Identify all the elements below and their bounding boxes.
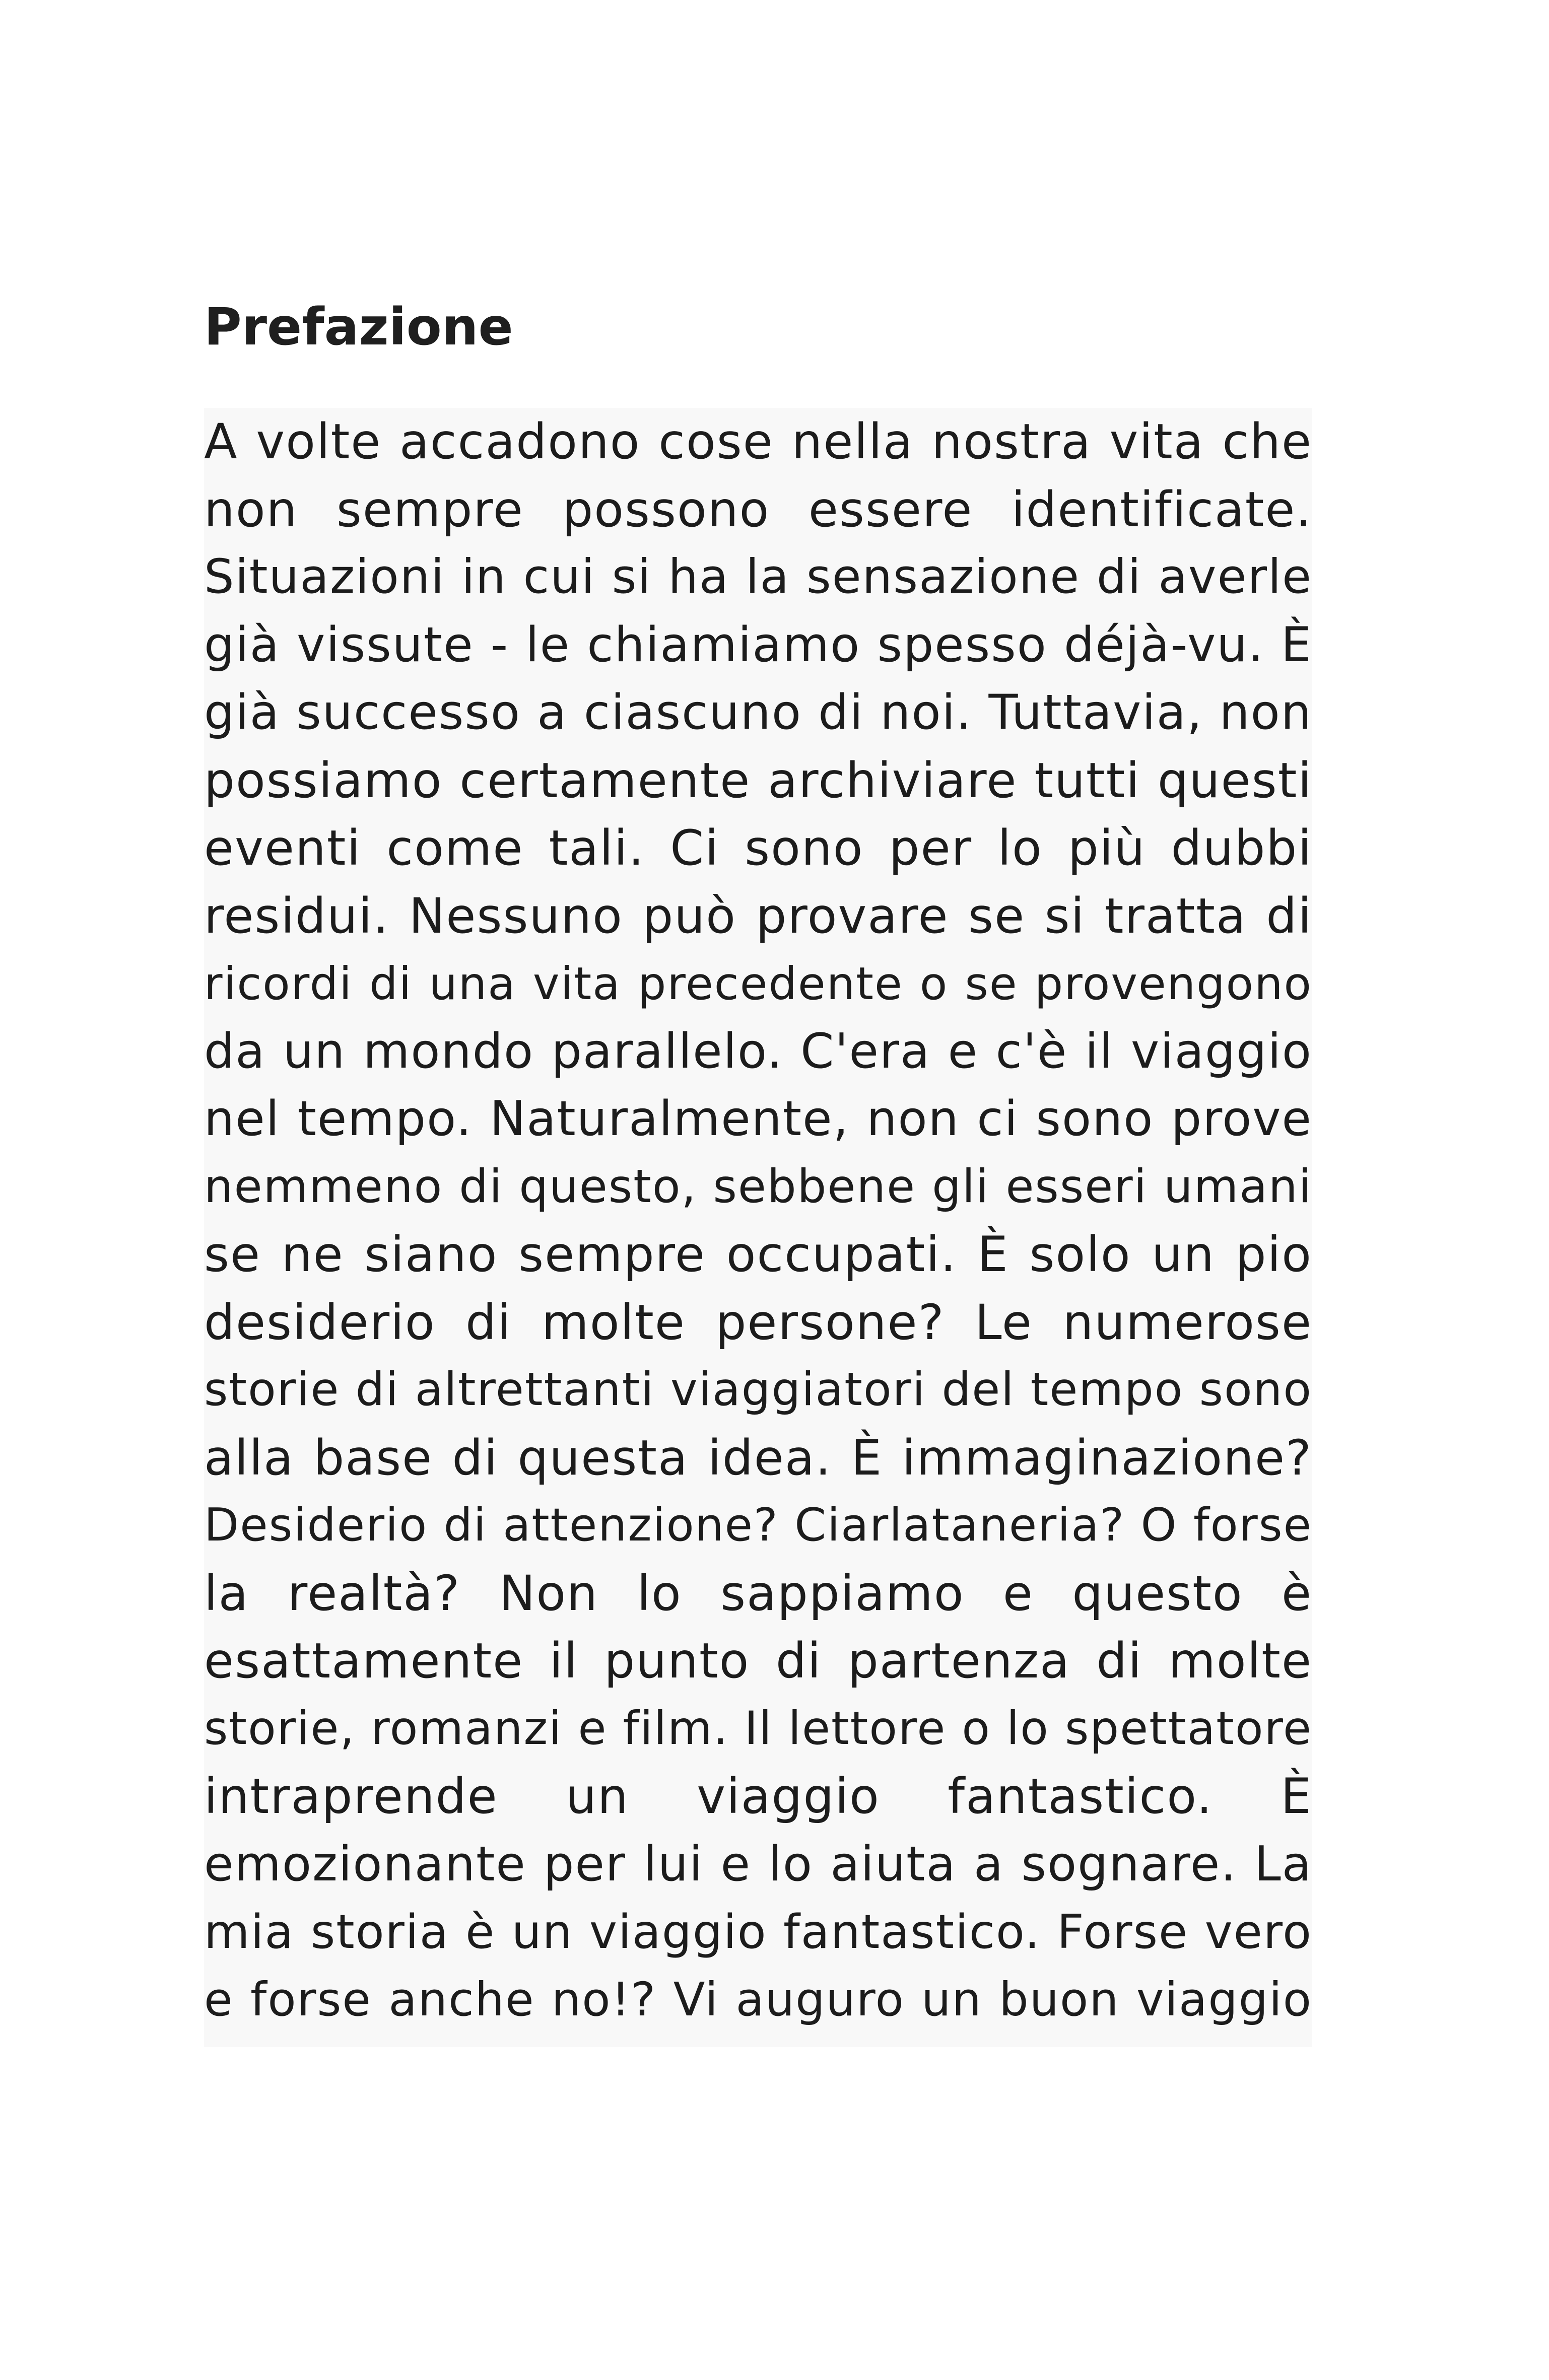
text-line: nel tempo. Naturalmente, non ci sono prove	[204, 1091, 1312, 1147]
text-line: emozionante per lui e lo aiuta a sognare. La	[204, 1836, 1312, 1892]
text-line: già vissute - le chiamiamo spesso déjà-vu. È	[204, 617, 1312, 673]
text-line: residui. Nessuno può provare se si tratta di	[204, 887, 1312, 944]
text-line: mia storia è un viaggio fantastico. Forse vero	[204, 1905, 1312, 1959]
text-line: alla base di questa idea. È immaginazione?	[204, 1429, 1312, 1486]
text-line: storie di altrettanti viaggiatori del tempo sono	[204, 1363, 1312, 1416]
text-line: e forse anche no!? Vi auguro un buon viaggio	[204, 1972, 1312, 2026]
text-line: già successo a ciascuno di noi. Tuttavia, non	[204, 685, 1312, 740]
text-line: eventi come tali. Ci sono per lo più dubbi	[204, 820, 1312, 876]
text-line: se ne siano sempre occupati. È solo un pio	[204, 1226, 1312, 1283]
body-text-block	[204, 408, 1312, 2047]
text-line: desiderio di molte persone? Le numerose	[204, 1294, 1312, 1351]
text-line: nemmeno di questo, sebbene gli esseri umani	[204, 1160, 1312, 1213]
text-line: possiamo certamente archiviare tutti questi	[204, 752, 1312, 809]
text-line: non sempre possono essere identificate.	[204, 481, 1312, 538]
page-title: Prefazione	[204, 297, 513, 357]
text-line: intraprende un viaggio fantastico. È	[204, 1768, 1312, 1825]
text-line: da un mondo parallelo. C'era e c'è il viaggio	[204, 1023, 1312, 1079]
text-line: Situazioni in cui si ha la sensazione di averle	[204, 549, 1312, 604]
text-line: storie, romanzi e film. Il lettore o lo spettatore	[204, 1702, 1312, 1755]
text-line: A volte accadono cose nella nostra vita che	[204, 413, 1312, 470]
text-line: Desiderio di attenzione? Ciarlataneria? O forse	[204, 1499, 1312, 1552]
text-line: esattamente il punto di partenza di molte	[204, 1633, 1312, 1689]
text-line: ricordi di una vita precedente o se provengono	[204, 957, 1312, 1010]
text-line: la realtà? Non lo sappiamo e questo è	[204, 1565, 1312, 1622]
